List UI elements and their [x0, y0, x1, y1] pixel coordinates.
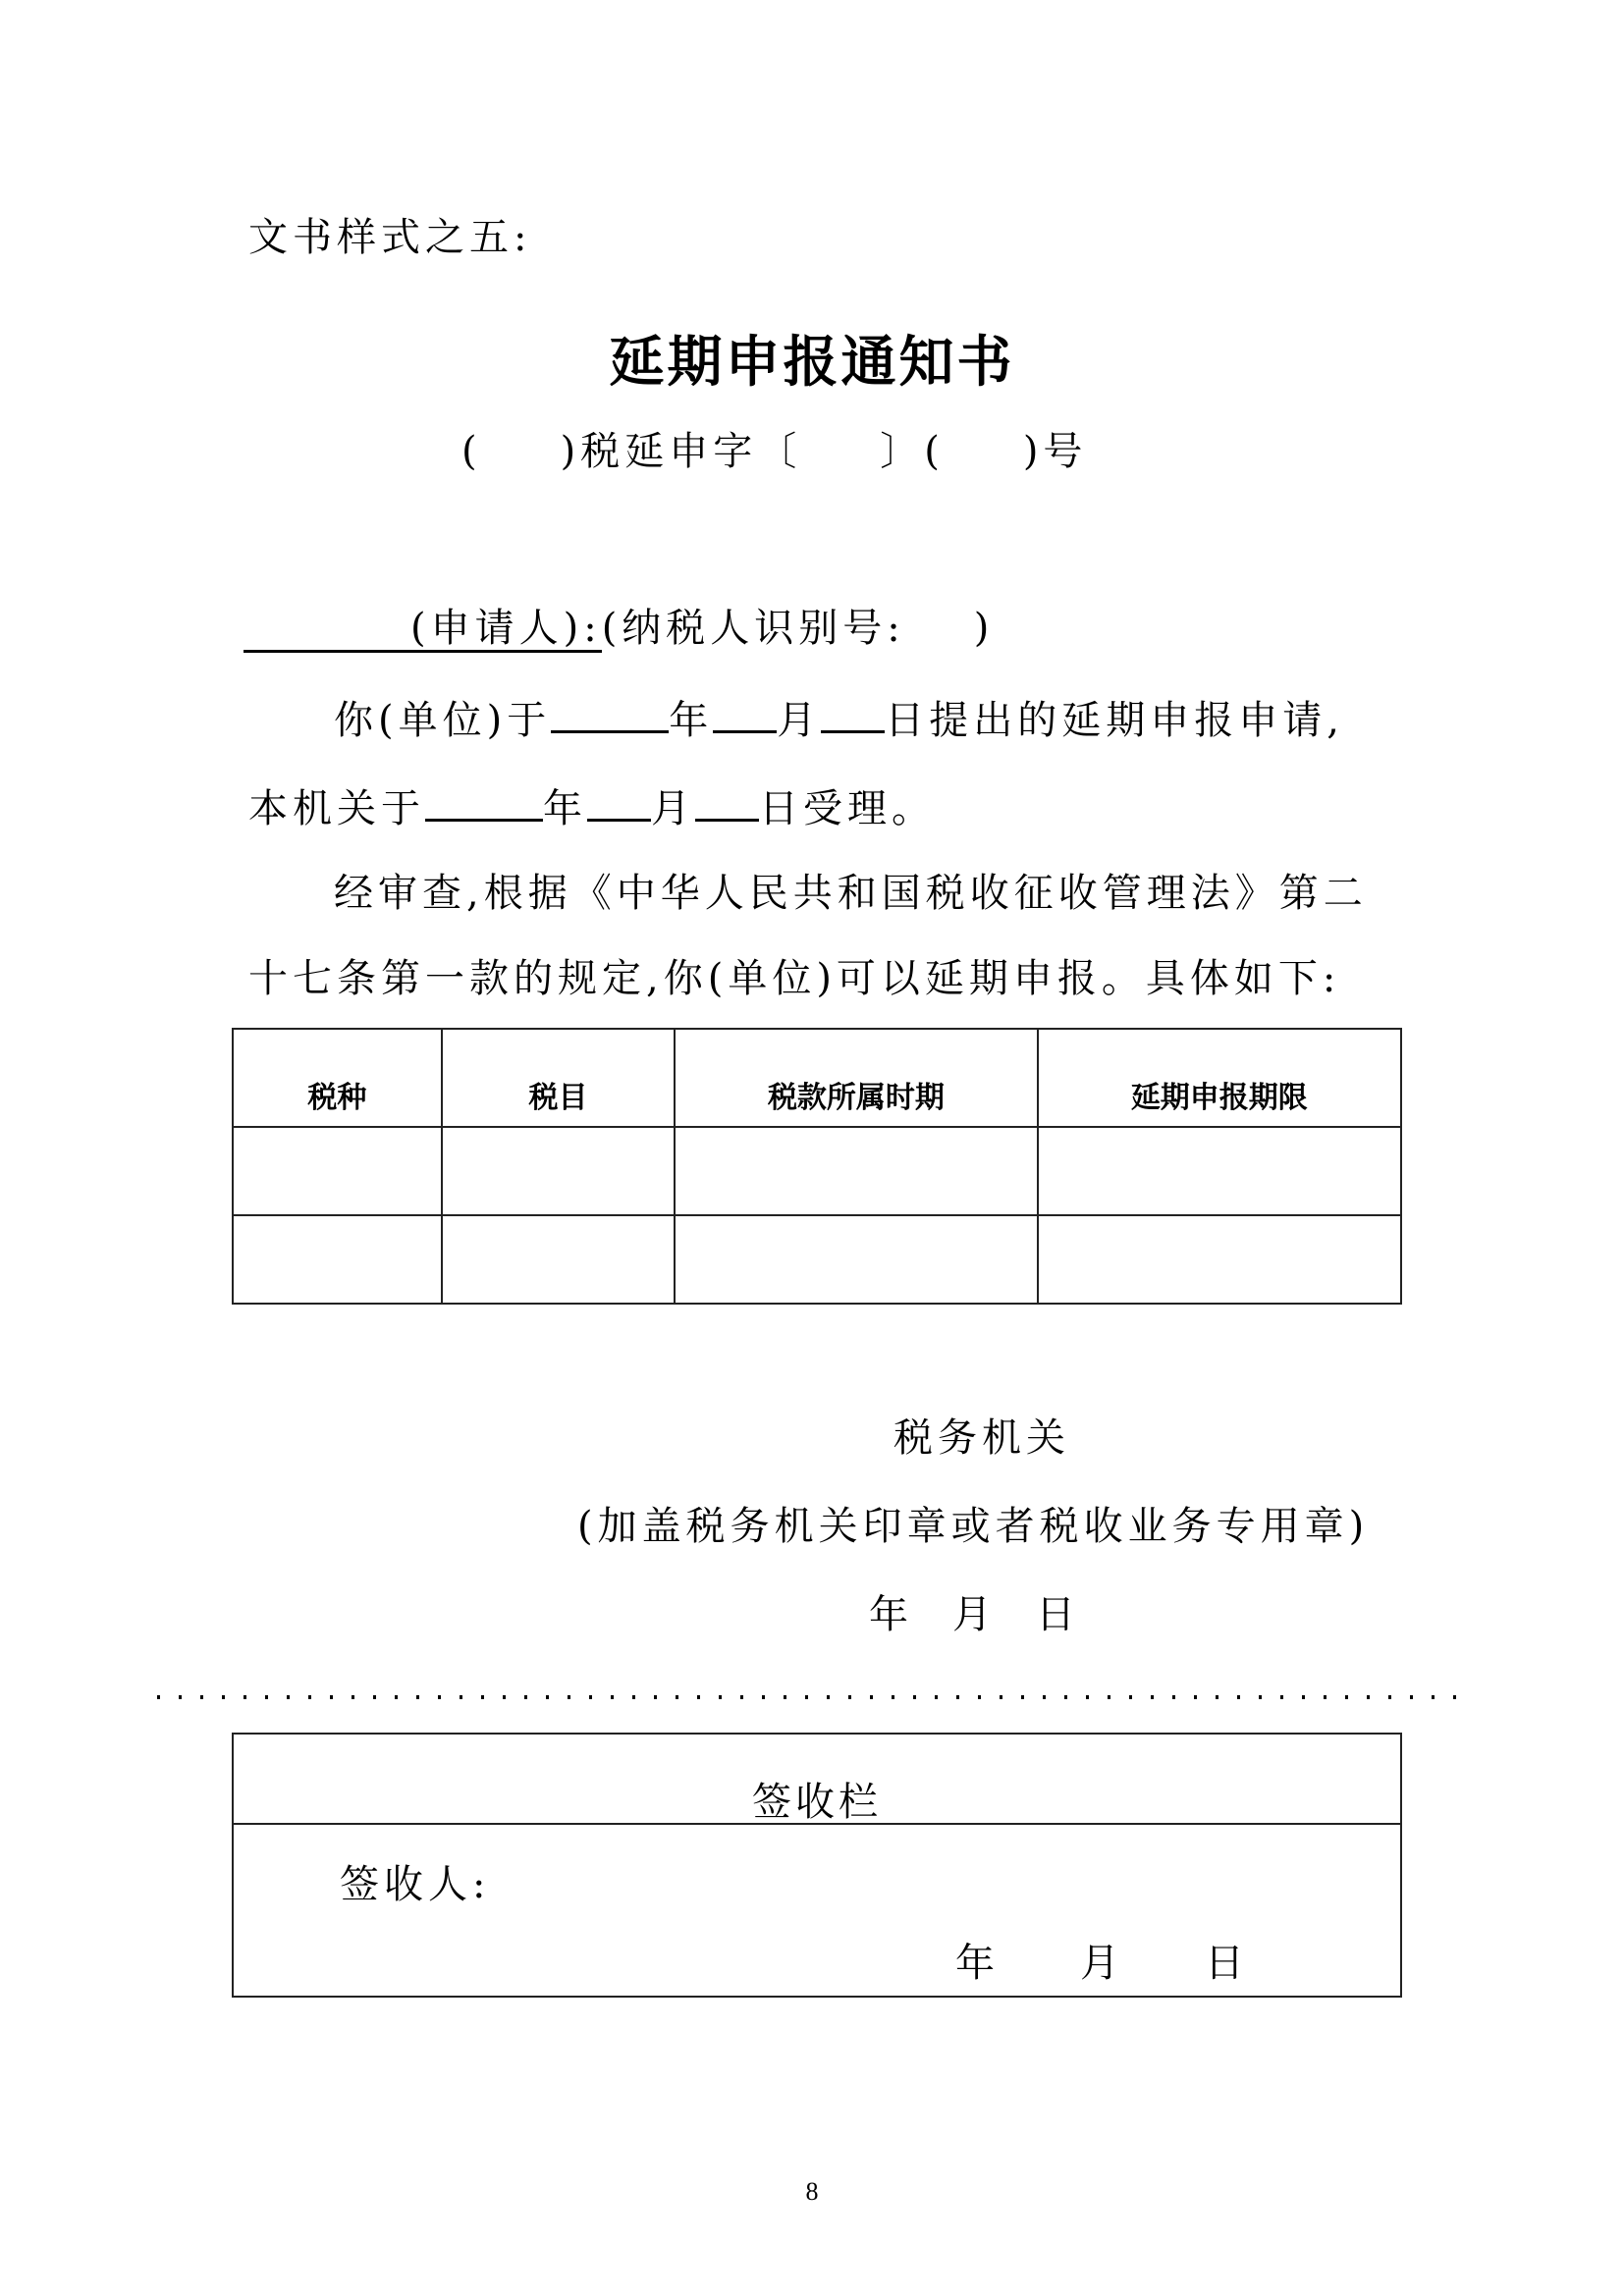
acceptance-year-blank[interactable] — [425, 785, 543, 822]
para1-text-end: 日提出的延期申报申请, — [885, 698, 1344, 743]
issue-date — [869, 1592, 1080, 1637]
para1-text-start: 你(单位)于 — [334, 698, 552, 743]
year-label: 年 — [543, 786, 587, 831]
review-paragraph-line1: 经审查,根据《中华人民共和国税收征收管理法》第二 — [334, 871, 1368, 916]
issue-year-label: 年 — [869, 1592, 913, 1637]
tax-authority-label: 税务机关 — [893, 1415, 1070, 1461]
header-extension-deadline: 延期申报期限 — [1038, 1029, 1401, 1127]
issue-month-label: 月 — [952, 1592, 997, 1637]
cell-tax-type[interactable] — [233, 1127, 442, 1215]
doc-number-bracket: 〕( — [880, 429, 945, 474]
month-label: 月 — [651, 786, 695, 831]
receipt-day-label: 日 — [1205, 1941, 1249, 1986]
acceptance-date-sentence — [248, 785, 936, 831]
header-tax-period: 税款所属时期 — [675, 1029, 1037, 1127]
tear-off-dotted-line — [157, 1695, 1473, 1699]
document-title: 延期申报通知书 — [609, 330, 1015, 395]
receipt-month-label: 月 — [1080, 1941, 1124, 1986]
acceptance-day-blank[interactable] — [695, 785, 759, 822]
table-row — [233, 1127, 1401, 1215]
doc-number-open-paren: ( — [461, 429, 482, 474]
cell-tax-period[interactable] — [675, 1215, 1037, 1304]
cell-extension-deadline[interactable] — [1038, 1215, 1401, 1304]
extension-details-table — [232, 1028, 1402, 1305]
acceptance-month-blank[interactable] — [587, 785, 651, 822]
receipt-section — [232, 1733, 1402, 1998]
cell-tax-item[interactable] — [442, 1127, 676, 1215]
doc-number-prefix: )税延申字〔 — [560, 429, 802, 474]
taxpayer-id-label: (纳税人识别号: — [601, 606, 905, 651]
application-month-blank[interactable] — [713, 697, 777, 733]
header-tax-item: 税目 — [442, 1029, 676, 1127]
review-paragraph-line2: 十七条第一款的规定,你(单位)可以延期申报。具体如下: — [248, 956, 1341, 1001]
taxpayer-id-close: ) — [973, 606, 995, 651]
cell-tax-item[interactable] — [442, 1215, 676, 1304]
cell-tax-type[interactable] — [233, 1215, 442, 1304]
receipt-year-label: 年 — [955, 1941, 1000, 1986]
doc-number-suffix: )号 — [1022, 429, 1088, 474]
cell-extension-deadline[interactable] — [1038, 1127, 1401, 1215]
applicant-line — [244, 606, 995, 653]
form-style-label: 文书样式之五: — [248, 215, 532, 260]
para1-line2-end: 日受理。 — [759, 786, 936, 831]
applicant-label: (申请人): — [410, 606, 602, 651]
receipt-header — [234, 1735, 1400, 1825]
para1-line2-start: 本机关于 — [248, 786, 425, 831]
header-tax-type: 税种 — [233, 1029, 442, 1127]
seal-instruction: (加盖税务机关印章或者税收业务专用章) — [577, 1504, 1370, 1549]
application-year-blank[interactable] — [551, 697, 669, 733]
table-header-row — [233, 1029, 1401, 1127]
month-label: 月 — [777, 698, 822, 743]
table-row — [233, 1215, 1401, 1304]
issue-day-label: 日 — [1036, 1592, 1080, 1637]
receipt-signer-label: 签收人: — [340, 1862, 491, 1907]
receipt-signer-field[interactable] — [340, 1862, 491, 1907]
cell-tax-period[interactable] — [675, 1127, 1037, 1215]
application-date-sentence — [334, 697, 1344, 743]
applicant-name-field[interactable] — [244, 606, 602, 653]
application-day-blank[interactable] — [821, 697, 885, 733]
year-label: 年 — [669, 698, 714, 743]
page-number: 8 — [805, 2177, 819, 2206]
receipt-date — [955, 1941, 1249, 1986]
document-number-line — [461, 429, 1088, 474]
receipt-header-label: 签收栏 — [752, 1780, 882, 1825]
